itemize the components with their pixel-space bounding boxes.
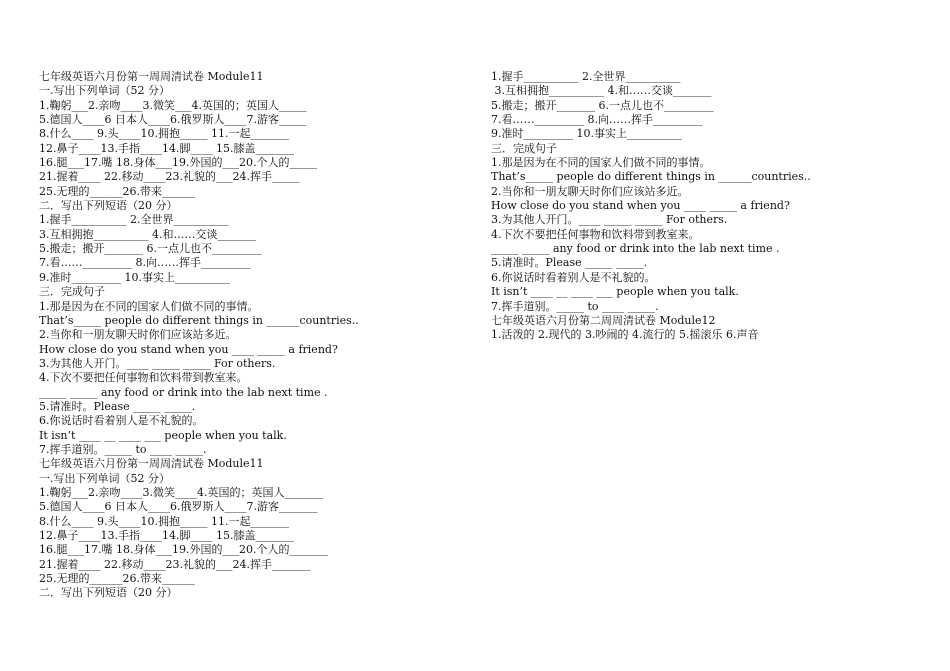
section-heading-sentences: 三．完成句子 — [39, 285, 105, 299]
phrase-item-line: 5.搬走；搬开_______ 6.一点儿也不_________ — [491, 98, 714, 112]
word-item-line: 1.鞠躬___2.亲吻____3.微笑___4.英国的；英国人_____ — [39, 98, 307, 112]
sentence-prompt: 2.当你和一朋友聊天时你们应该站多近。 — [491, 184, 689, 198]
word-item-line: 12.鼻子____13.手指____14.脚____ 15.膝盖_______ — [39, 141, 294, 155]
left-column — [39, 70, 459, 601]
sentence-blank: 3.为其他人开门。____ _____ _____ For others. — [39, 356, 276, 370]
word-item-line: 21.握着____ 22.移动____23.礼貌的___24.挥手_______ — [39, 557, 311, 571]
phrase-item-line: 1.握手__________ 2.全世界__________ — [491, 70, 681, 83]
phrase-item-line: 9.准时_________ 10.事实上__________ — [491, 127, 682, 141]
word-item-line: 5.德国人____6 日本人____6.俄罗斯人____7.游客_____ — [39, 113, 307, 127]
phrase-item-line: 1.握手__________ 2.全世界__________ — [39, 213, 229, 227]
word-item-line: 8.什么____ 9.头____10.拥抱_____ 11.一起_______ — [39, 514, 289, 528]
phrase-item-line: 7.看……_________ 8.向……挥手_________ — [39, 256, 251, 270]
worksheet-title: 七年级英语六月份第一周周清试卷 Module11 — [39, 70, 264, 83]
word-item-line: 16.腿___17.嘴 18.身体___19.外国的___20.个人的_______ — [39, 543, 328, 557]
sentence-blank: 5.请准时。Please _____ _____. — [39, 399, 196, 413]
word-item-line: 8.什么____ 9.头____10.拥抱_____ 11.一起_______ — [39, 127, 289, 141]
sentence-blank: 5.请准时。Please _____ _____. — [491, 256, 648, 270]
sentence-blank: _____ _____ any food or drink into the lab next time . — [39, 385, 328, 399]
sentence-prompt: 6.你说话时看着别人是不礼貌的。 — [491, 270, 656, 284]
section-heading-sentences: 三．完成句子 — [491, 141, 557, 155]
sentence-prompt: 4.下次不要把任何事物和饮料带到教室来。 — [491, 227, 700, 241]
phrase-item-line: 3.互相拥抱__________ 4.和……交谈_______ — [39, 227, 256, 241]
sentence-blank: _____ _____ any food or drink into the lab next time . — [491, 242, 780, 256]
phrase-item-line: 5.搬走；搬开_______ 6.一点儿也不_________ — [39, 242, 262, 256]
word-item-line: 25.无理的______26.带来______ — [39, 572, 195, 586]
sentence-blank: That’s_____ people do different things in ______countries.. — [39, 313, 359, 327]
word-item-line: 1.鞠躬___2.亲吻____3.微笑____4.英国的；英国人_______ — [39, 485, 323, 499]
word-item-line: 21.握着____ 22.移动____23.礼貌的___24.挥手_____ — [39, 170, 300, 184]
worksheet-title: 七年级英语六月份第二周周清试卷 Module12 — [491, 313, 716, 327]
sentence-prompt: 6.你说话时看着别人是不礼貌的。 — [39, 414, 204, 428]
sentence-prompt: 2.当你和一朋友聊天时你们应该站多近。 — [39, 328, 237, 342]
word-item-line: 5.德国人____6 日本人____6.俄罗斯人____7.游客_______ — [39, 500, 318, 514]
sentence-blank: How close do you stand when you ____ _____ a friend? — [39, 342, 338, 356]
sentence-blank: That’s_____ people do different things in ______countries.. — [491, 170, 811, 184]
worksheet-title: 七年级英语六月份第一周周清试卷 Module11 — [39, 457, 264, 471]
sentence-prompt: 1.那是因为在不同的国家人们做不同的事情。 — [491, 156, 711, 170]
word-item-line: 16.腿___17.嘴 18.身体___19.外国的___20.个人的_____ — [39, 156, 317, 170]
phrase-item-line: 9.准时_________ 10.事实上__________ — [39, 270, 230, 284]
phrase-item-line: 3.互相拥抱__________ 4.和……交谈_______ — [491, 84, 712, 98]
sentence-blank: 3.为其他人开门。____ _____ _____ For others. — [491, 213, 728, 227]
section-heading-words: 一.写出下列单词（52 分） — [39, 84, 170, 98]
phrase-item-line: 7.看……_________ 8.向……挥手_________ — [491, 113, 703, 127]
word-item-line: 25.无理的______26.带来______ — [39, 184, 195, 198]
sentence-blank: 7.挥手道别。_____ to ____ _____. — [39, 442, 207, 456]
sentence-blank: It isn’t ____ __ ____ ___ people when you talk. — [491, 285, 739, 299]
section-heading-phrases: 二．写出下列短语（20 分） — [39, 199, 178, 213]
section-heading-words: 一.写出下列单词（52 分） — [39, 471, 170, 485]
word-item-line: 12.鼻子____13.手指____14.脚____ 15.膝盖_______ — [39, 529, 294, 542]
sentence-prompt: 4.下次不要把任何事物和饮料带到教室来。 — [39, 371, 248, 385]
sentence-blank: 7.挥手道别。_____ to ____ _____. — [491, 299, 659, 313]
word-item-line: 1.活泼的 2.现代的 3.吵闹的 4.流行的 5.摇滚乐 6.声音 — [491, 328, 759, 342]
right-column — [491, 70, 911, 343]
section-heading-phrases: 二．写出下列短语（20 分） — [39, 586, 178, 600]
sentence-blank: How close do you stand when you ____ _____ a friend? — [491, 199, 790, 213]
sentence-prompt: 1.那是因为在不同的国家人们做不同的事情。 — [39, 299, 259, 313]
sentence-blank: It isn’t ____ __ ____ ___ people when you talk. — [39, 428, 287, 442]
